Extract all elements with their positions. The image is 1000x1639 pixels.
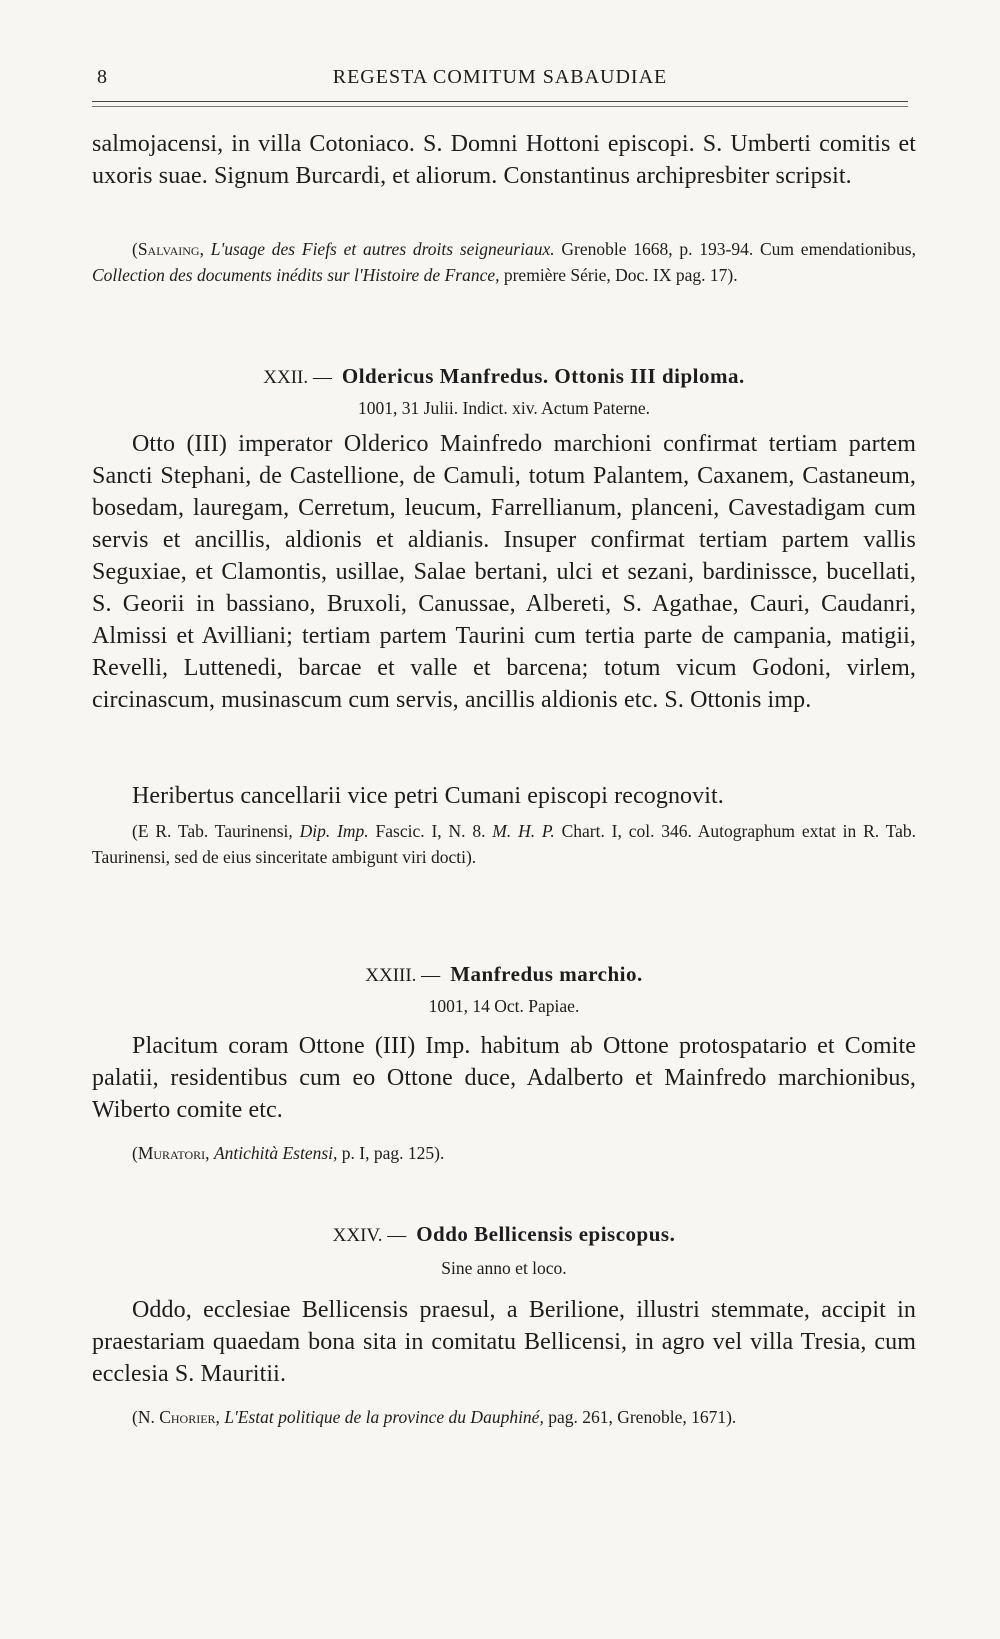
entry-xxii-subscription: Heribertus cancellarii vice petri Cumani episcopi recognovit. — [132, 783, 724, 809]
entry-xxiv-heading — [92, 1220, 916, 1250]
source-note-xxi — [92, 236, 916, 288]
note-work: Antichità Estensi, — [213, 1143, 338, 1163]
note-collection: Collection des documents inédits sur l'Histoire de France, — [92, 265, 500, 285]
entry-title: Manfredus marchio. — [450, 962, 643, 986]
entry-number: XXIII. — — [365, 965, 441, 986]
entry-title: Oldericus Manfredus. Ottonis III diploma. — [341, 364, 745, 388]
note-c: Fascic. I, N. 8. — [375, 821, 486, 841]
note-tail: p. I, pag. 125). — [341, 1143, 445, 1163]
note-author: Chorier, — [159, 1407, 220, 1427]
source-note-xxii — [92, 818, 916, 870]
header-rule — [92, 101, 908, 102]
note-author: Salvaing, — [137, 239, 204, 259]
note-open: ( — [132, 1143, 138, 1163]
note-tail: pag. 261, Grenoble, 1671). — [548, 1407, 737, 1427]
entry-xxiv-date: Sine anno et loco. — [441, 1258, 567, 1278]
continuation-text: salmojacensi, in villa Cotoniaco. S. Domni Hottoni episcopi. S. Umberti comitis et uxoris suae. Signum Burcardi, et aliorum. Constantinus archipresbiter scripsit. — [92, 131, 916, 189]
note-tail: première Série, Doc. IX pag. 17). — [503, 265, 738, 285]
source-note-xxiii — [92, 1140, 916, 1166]
source-note-xxiv — [92, 1404, 916, 1430]
entry-number: XXII. — — [263, 367, 332, 388]
note-work: L'Estat politique de la province du Dauphiné, — [224, 1407, 544, 1427]
note-open: (N. — [132, 1407, 155, 1427]
note-d: M. H. P. — [492, 821, 555, 841]
continuation-paragraph — [92, 128, 916, 192]
entry-xxiii-date: 1001, 14 Oct. Papiae. — [428, 996, 580, 1016]
entry-xxiv-paragraph: Oddo, ecclesiae Bellicensis praesul, a Berilione, illustri stemmate, accipit in praestariam quaedam bona sita in comitatu Bellicensi, in agro vel villa Tresia, cum ecclesia S. Mauritii. — [92, 1297, 916, 1387]
note-details: Grenoble 1668, p. 193-94. Cum emendationibus, — [561, 239, 916, 259]
entry-xxii-paragraph: Otto (III) imperator Olderico Mainfredo marchioni confirmat tertiam partem Sancti Stephani, de Castellione, de Camuli, totum Palantem, Caxanem, Castaneum, bosedam, lauregam, Cerretum, leucum, Farrellianum, planceni, Cavestadigam cum servis et ancillis, aldionis et aldianis. Insuper confirmat tertiam partem vallis Seguxiae, et Clamontis, usillae, Salae bertani, ulci et sezani, bardinissce, bucellati, S. Georii in bassiano, Bruxoli, Canussae, Albereti, S. Agathae, Cauri, Caudanri, Almissi et Avilliani; tertiam partem Taurini cum tertia parte de campania, matigii, Revelli, Luttenedi, barcae et valle et barcena; totum vicum Godoni, virlem, circinascum, musinascum cum servis, ancillis aldionis etc. S. Ottonis imp. — [92, 431, 916, 713]
note-b: Dip. Imp. — [299, 821, 369, 841]
entry-xxiii-paragraph: Placitum coram Ottone (III) Imp. habitum ab Ottone protospatario et Comite palatii, residentibus cum eo Ottone duce, Adalberto et Mainfredo marchionibus, Wiberto comite etc. — [92, 1033, 916, 1123]
entry-number: XXIV. — — [332, 1225, 407, 1246]
note-author: Muratori, — [137, 1143, 210, 1163]
page-header — [92, 62, 908, 98]
note-e: Chart. I, col. 346. Autographum extat in R. Tab. Taurinensi, sed de eius sinceritate ambigunt viri docti). — [92, 821, 917, 867]
note-open: ( — [132, 239, 138, 259]
entry-xxii-heading — [92, 362, 916, 392]
entry-title: Oddo Bellicensis episcopus. — [416, 1222, 676, 1246]
header-rule-secondary — [92, 106, 908, 107]
note-a: (E R. Tab. Taurinensi, — [132, 821, 293, 841]
entry-xxiii-heading — [92, 960, 916, 990]
note-work: L'usage des Fiefs et autres droits seigneuriaux. — [210, 239, 555, 259]
entry-xxii-date: 1001, 31 Julii. Indict. xiv. Actum Paterne. — [358, 398, 650, 418]
running-title: REGESTA COMITUM SABAUDIAE — [332, 66, 668, 88]
page-number: 8 — [97, 66, 107, 88]
